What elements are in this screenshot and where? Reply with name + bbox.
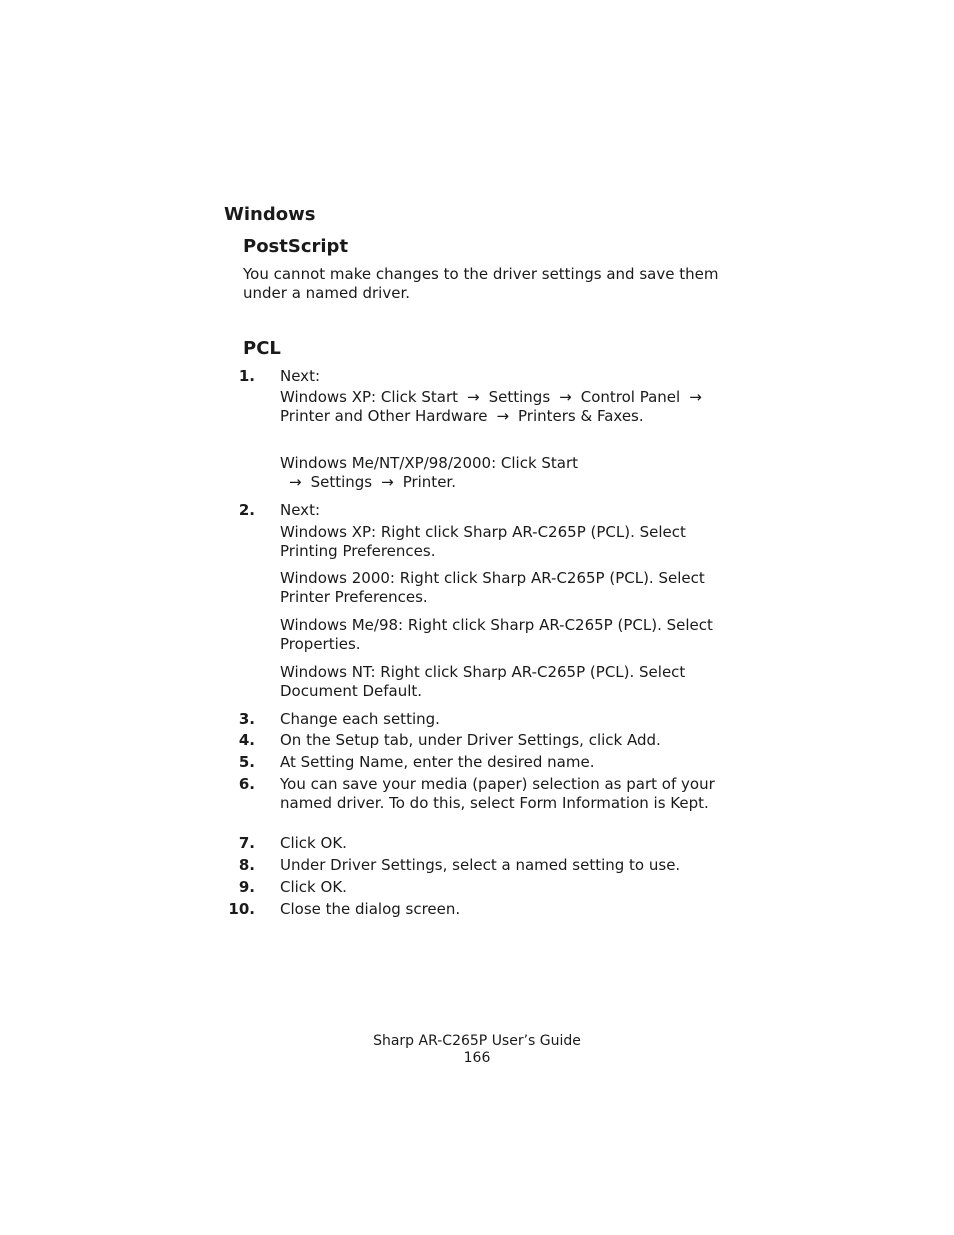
step-text: Close the dialog screen.	[280, 900, 461, 918]
step-text: Click OK.	[280, 834, 347, 852]
postscript-text: You cannot make changes to the driver settings and save them under a named driver.	[243, 265, 719, 302]
step-text: You can save your media (paper) selection as part of your named driver. To do this, select Form Information is Kept.	[280, 775, 715, 812]
step-number: 7.	[238, 834, 255, 852]
step-2-intro: Next:	[280, 501, 320, 519]
arrow-icon: →	[289, 473, 302, 491]
step-text: Click OK.	[280, 878, 347, 896]
step-number: 3.	[238, 710, 255, 728]
step-number: 9.	[238, 878, 255, 896]
section-heading-windows: Windows	[224, 204, 316, 225]
arrow-icon: →	[467, 388, 480, 406]
arrow-icon: →	[689, 388, 702, 406]
step-number: 5.	[238, 753, 255, 771]
step-number: 6.	[238, 775, 255, 793]
step-text: Change each setting.	[280, 710, 440, 728]
subheading-pcl: PCL	[243, 338, 281, 359]
step-2-windows-2000: Windows 2000: Right click Sharp AR-C265P (PCL). Select Printer Preferences.	[280, 569, 705, 606]
step-number: 1.	[238, 367, 255, 385]
step-number: 4.	[238, 731, 255, 749]
step-2-windows-xp: Windows XP: Right click Sharp AR-C265P (PCL). Select Printing Preferences.	[280, 523, 686, 560]
step-number: 8.	[238, 856, 255, 874]
subheading-postscript: PostScript	[243, 236, 349, 257]
arrow-icon: →	[381, 473, 394, 491]
footer-title: Sharp AR-C265P User’s Guide	[373, 1033, 581, 1049]
step-1-windows-xp: Windows XP: Click Start → Settings → Control Panel →Printer and Other Hardware → Printers & Faxes.	[280, 388, 735, 426]
step-2-windows-me-98: Windows Me/98: Right click Sharp AR-C265P (PCL). Select Properties.	[280, 616, 713, 653]
step-text: Under Driver Settings, select a named setting to use.	[280, 856, 681, 874]
step-text: At Setting Name, enter the desired name.	[280, 753, 595, 771]
arrow-icon: →	[559, 388, 572, 406]
step-2-windows-nt: Windows NT: Right click Sharp AR-C265P (PCL). Select Document Default.	[280, 663, 686, 700]
step-1-windows-me: Windows Me/NT/XP/98/2000: Click Start→ Settings → Printer.	[280, 454, 579, 491]
step-number: 2.	[238, 501, 255, 519]
step-number: 10.	[228, 900, 255, 918]
step-1-intro: Next:	[280, 367, 320, 385]
arrow-icon: →	[496, 407, 510, 425]
page-number: 166	[463, 1050, 491, 1066]
step-text: On the Setup tab, under Driver Settings, click Add.	[280, 731, 661, 749]
